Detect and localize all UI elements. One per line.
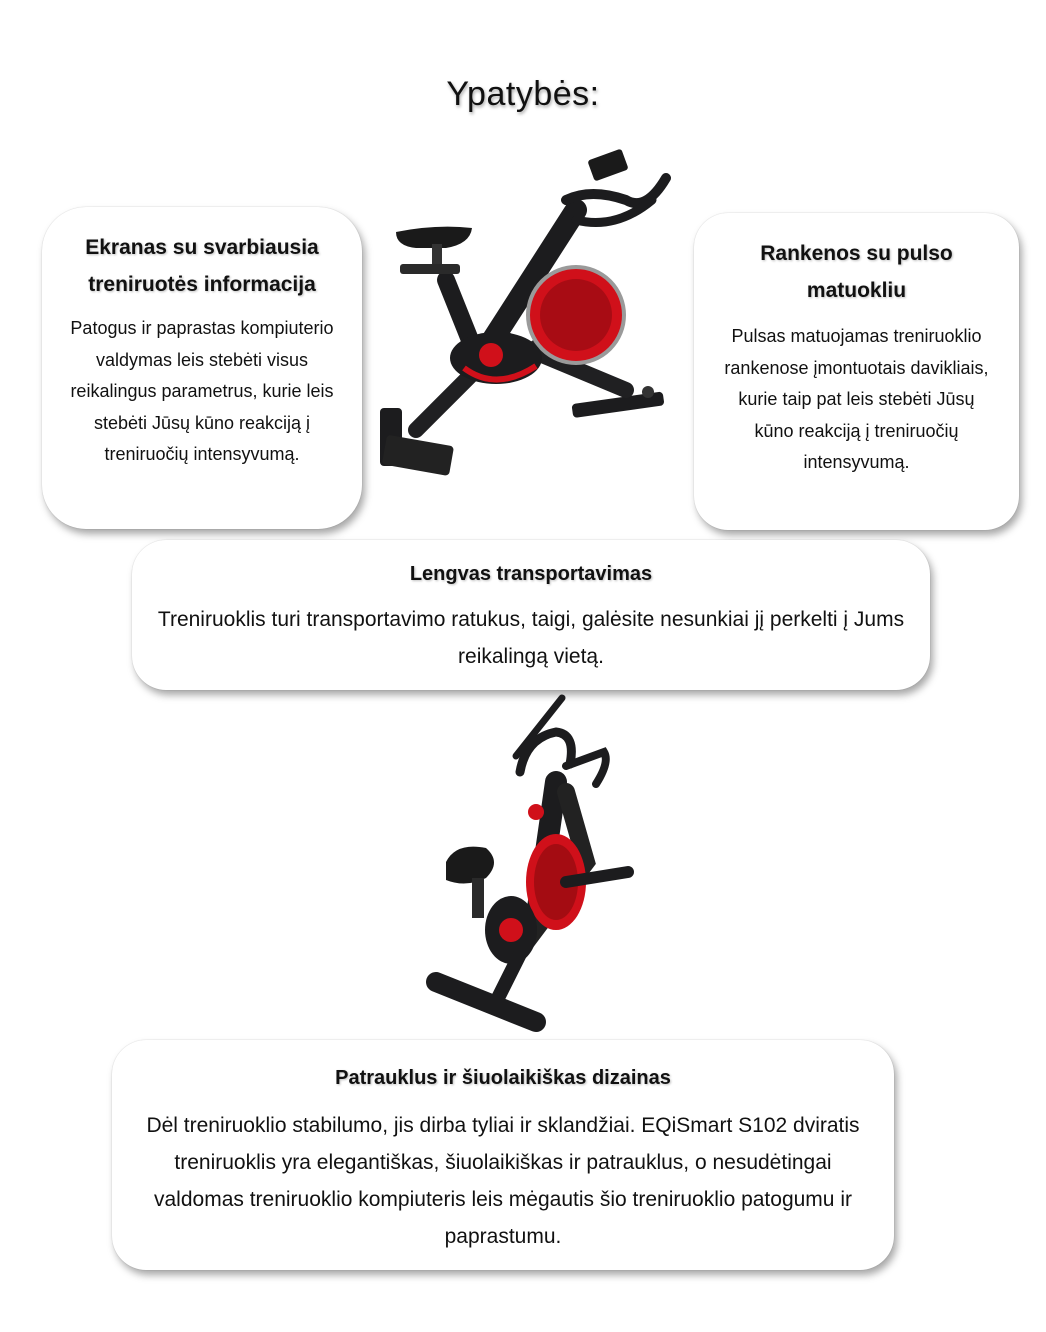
bike-seat	[396, 227, 472, 274]
feature-card-design	[112, 1040, 894, 1270]
feature-card-transport	[132, 540, 930, 690]
feature-card-display	[42, 207, 362, 529]
feature-text-display: Patogus ir paprastas kompiuterio valdymas leis stebėti visus reikalingus parametrus, kurie leis stebėti Jūsų kūno reakciją į treniruočių intensyvumą.	[70, 318, 334, 464]
feature-heading-transport: Lengvas transportavimas	[409, 563, 653, 585]
feature-text-design: Dėl treniruoklio stabilumo, jis dirba tyliai ir sklandžiai. EQiSmart S102 dviratis treniruoklis yra elegantiškas, šiuolaikiškas ir patrauklus, o nesudėtingai valdomas treniruoklio kompiuteris leis mėgautis šio treniruoklio patogumu ir paprastumu.	[146, 1114, 860, 1248]
bike-angled-knob	[528, 804, 544, 820]
bike-angled-handlebar	[516, 698, 606, 784]
feature-text-transport: Treniruoklis turi transportavimo ratukus, taigi, galėsite nesunkiai jį perkelti į Jums reikalingą vietą.	[157, 608, 905, 668]
page-title: Ypatybės:	[446, 74, 600, 113]
bike-angled-seat	[446, 847, 494, 918]
feature-heading-display: Ekranas su svarbiausia treniruotės informacija	[85, 236, 319, 296]
feature-text-pulse: Pulsas matuojamas treniruoklio rankenose įmontuotais davikliais, kurie taip pat leis stebėti Jūsų kūno reakciją į treniruočių intensyvumą.	[724, 326, 989, 472]
feature-card-pulse	[694, 213, 1019, 530]
feature-heading-pulse: Rankenos su pulso matuokliu	[760, 242, 953, 302]
bike-angled-foot	[436, 942, 536, 1022]
exercise-bike-side-image	[376, 140, 676, 480]
exercise-bike-angled-image	[416, 692, 636, 1038]
feature-heading-design: Patrauklus ir šiuolaikiškas dizainas	[335, 1067, 671, 1089]
